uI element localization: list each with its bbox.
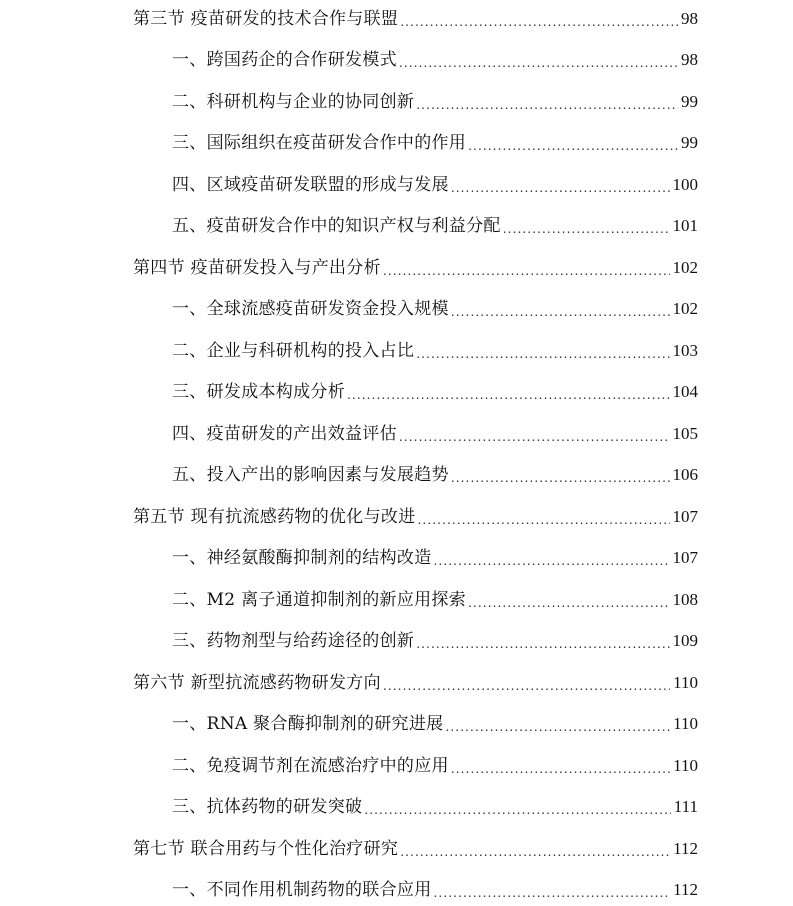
toc-entry-title: 第六节 新型抗流感药物研发方向 xyxy=(133,673,381,693)
toc-entry[interactable] xyxy=(172,705,698,735)
toc-dot-leader xyxy=(416,630,669,652)
toc-entry-title: 一、不同作用机制药物的联合应用 xyxy=(172,880,432,900)
toc-entry-title: 二、免疫调节剂在流感治疗中的应用 xyxy=(172,756,449,776)
toc-dot-leader xyxy=(434,879,671,901)
toc-entry-page: 112 xyxy=(673,880,698,899)
toc-entry-title: 一、全球流感疫苗研发资金投入规模 xyxy=(172,299,449,319)
toc-dot-leader xyxy=(383,672,670,694)
toc-entry-page: 110 xyxy=(673,756,698,775)
toc-entry-page: 107 xyxy=(672,548,698,567)
toc-entry-title: 二、企业与科研机构的投入占比 xyxy=(172,341,415,361)
toc-dot-leader xyxy=(418,506,670,528)
toc-entry[interactable] xyxy=(172,41,698,71)
toc-dot-leader xyxy=(503,215,670,237)
toc-entry-title: 四、疫苗研发的产出效益评估 xyxy=(172,424,397,444)
toc-entry[interactable] xyxy=(172,373,698,403)
toc-entry[interactable] xyxy=(172,871,698,901)
toc-entry[interactable] xyxy=(133,664,698,694)
toc-entry[interactable] xyxy=(172,788,698,818)
toc-dot-leader xyxy=(445,713,670,735)
toc-entry-title: 三、抗体药物的研发突破 xyxy=(172,797,363,817)
toc-entry[interactable] xyxy=(172,207,698,237)
toc-dot-leader xyxy=(468,589,669,611)
toc-dot-leader xyxy=(364,796,670,818)
toc-entry-page: 106 xyxy=(672,465,698,484)
toc-entry[interactable] xyxy=(172,456,698,486)
toc-entry-page: 109 xyxy=(672,631,698,650)
toc-entry-page: 102 xyxy=(672,299,698,318)
toc-entry[interactable] xyxy=(133,498,698,528)
toc-entry-title: 第五节 现有抗流感药物的优化与改进 xyxy=(133,507,416,527)
toc-dot-leader xyxy=(400,838,670,860)
toc-entry-title: 第四节 疫苗研发投入与产出分析 xyxy=(133,258,381,278)
toc-dot-leader xyxy=(400,8,678,30)
toc-dot-leader xyxy=(434,547,670,569)
toc-entry-title: 三、国际组织在疫苗研发合作中的作用 xyxy=(172,133,467,153)
toc-dot-leader xyxy=(451,464,670,486)
toc-entry[interactable] xyxy=(133,830,698,860)
toc-dot-leader xyxy=(451,174,670,196)
toc-entry[interactable] xyxy=(172,290,698,320)
toc-dot-leader xyxy=(451,755,670,777)
toc-entry-page: 99 xyxy=(681,133,698,152)
toc-entry[interactable] xyxy=(172,415,698,445)
toc-entry-title: 第七节 联合用药与个性化治疗研究 xyxy=(133,839,399,859)
toc-entry-page: 105 xyxy=(672,424,698,443)
toc-entry-page: 101 xyxy=(672,216,698,235)
toc-entry-title: 四、区域疫苗研发联盟的形成与发展 xyxy=(172,175,449,195)
toc-entry-title: 五、投入产出的影响因素与发展趋势 xyxy=(172,465,449,485)
toc-entry-page: 107 xyxy=(672,507,698,526)
toc-entry-title: 一、RNA 聚合酶抑制剂的研究进展 xyxy=(172,714,444,734)
toc-entry-page: 102 xyxy=(672,258,698,277)
toc-dot-leader xyxy=(399,49,678,71)
toc-entry-page: 110 xyxy=(673,673,698,692)
toc-entry[interactable] xyxy=(172,166,698,196)
toc-entry-title: 五、疫苗研发合作中的知识产权与利益分配 xyxy=(172,216,501,236)
toc-dot-leader xyxy=(468,132,678,154)
toc-entry-page: 111 xyxy=(673,797,698,816)
toc-dot-leader xyxy=(383,257,670,279)
toc-entry-page: 98 xyxy=(681,9,698,28)
toc-entry-title: 三、研发成本构成分析 xyxy=(172,382,345,402)
toc-entry-page: 104 xyxy=(672,382,698,401)
toc-entry[interactable] xyxy=(172,124,698,154)
toc-entry-title: 三、药物剂型与给药途径的创新 xyxy=(172,631,415,651)
toc-entry[interactable] xyxy=(133,0,698,30)
toc-dot-leader xyxy=(347,381,670,403)
toc-entry-title: 二、M2 离子通道抑制剂的新应用探索 xyxy=(172,590,467,610)
toc-entry-title: 第三节 疫苗研发的技术合作与联盟 xyxy=(133,9,399,29)
toc-dot-leader xyxy=(451,298,670,320)
toc-entry[interactable] xyxy=(133,249,698,279)
toc-entry[interactable] xyxy=(172,83,698,113)
toc-entry-title: 一、跨国药企的合作研发模式 xyxy=(172,50,397,70)
toc-entry[interactable] xyxy=(172,332,698,362)
toc-dot-leader xyxy=(399,423,670,445)
toc-entry-page: 112 xyxy=(673,839,698,858)
toc-entry[interactable] xyxy=(172,622,698,652)
toc-entry[interactable] xyxy=(172,747,698,777)
toc-dot-leader xyxy=(416,91,678,113)
toc-entry-page: 98 xyxy=(681,50,698,69)
toc-entry[interactable] xyxy=(172,539,698,569)
toc-entry-page: 110 xyxy=(673,714,698,733)
toc-entry-page: 99 xyxy=(681,92,698,111)
toc-entry-page: 100 xyxy=(672,175,698,194)
toc-entry-page: 103 xyxy=(672,341,698,360)
toc-dot-leader xyxy=(416,340,669,362)
toc-entry[interactable] xyxy=(172,581,698,611)
toc-entry-page: 108 xyxy=(672,590,698,609)
toc-entry-title: 一、神经氨酸酶抑制剂的结构改造 xyxy=(172,548,432,568)
toc-entry-title: 二、科研机构与企业的协同创新 xyxy=(172,92,415,112)
